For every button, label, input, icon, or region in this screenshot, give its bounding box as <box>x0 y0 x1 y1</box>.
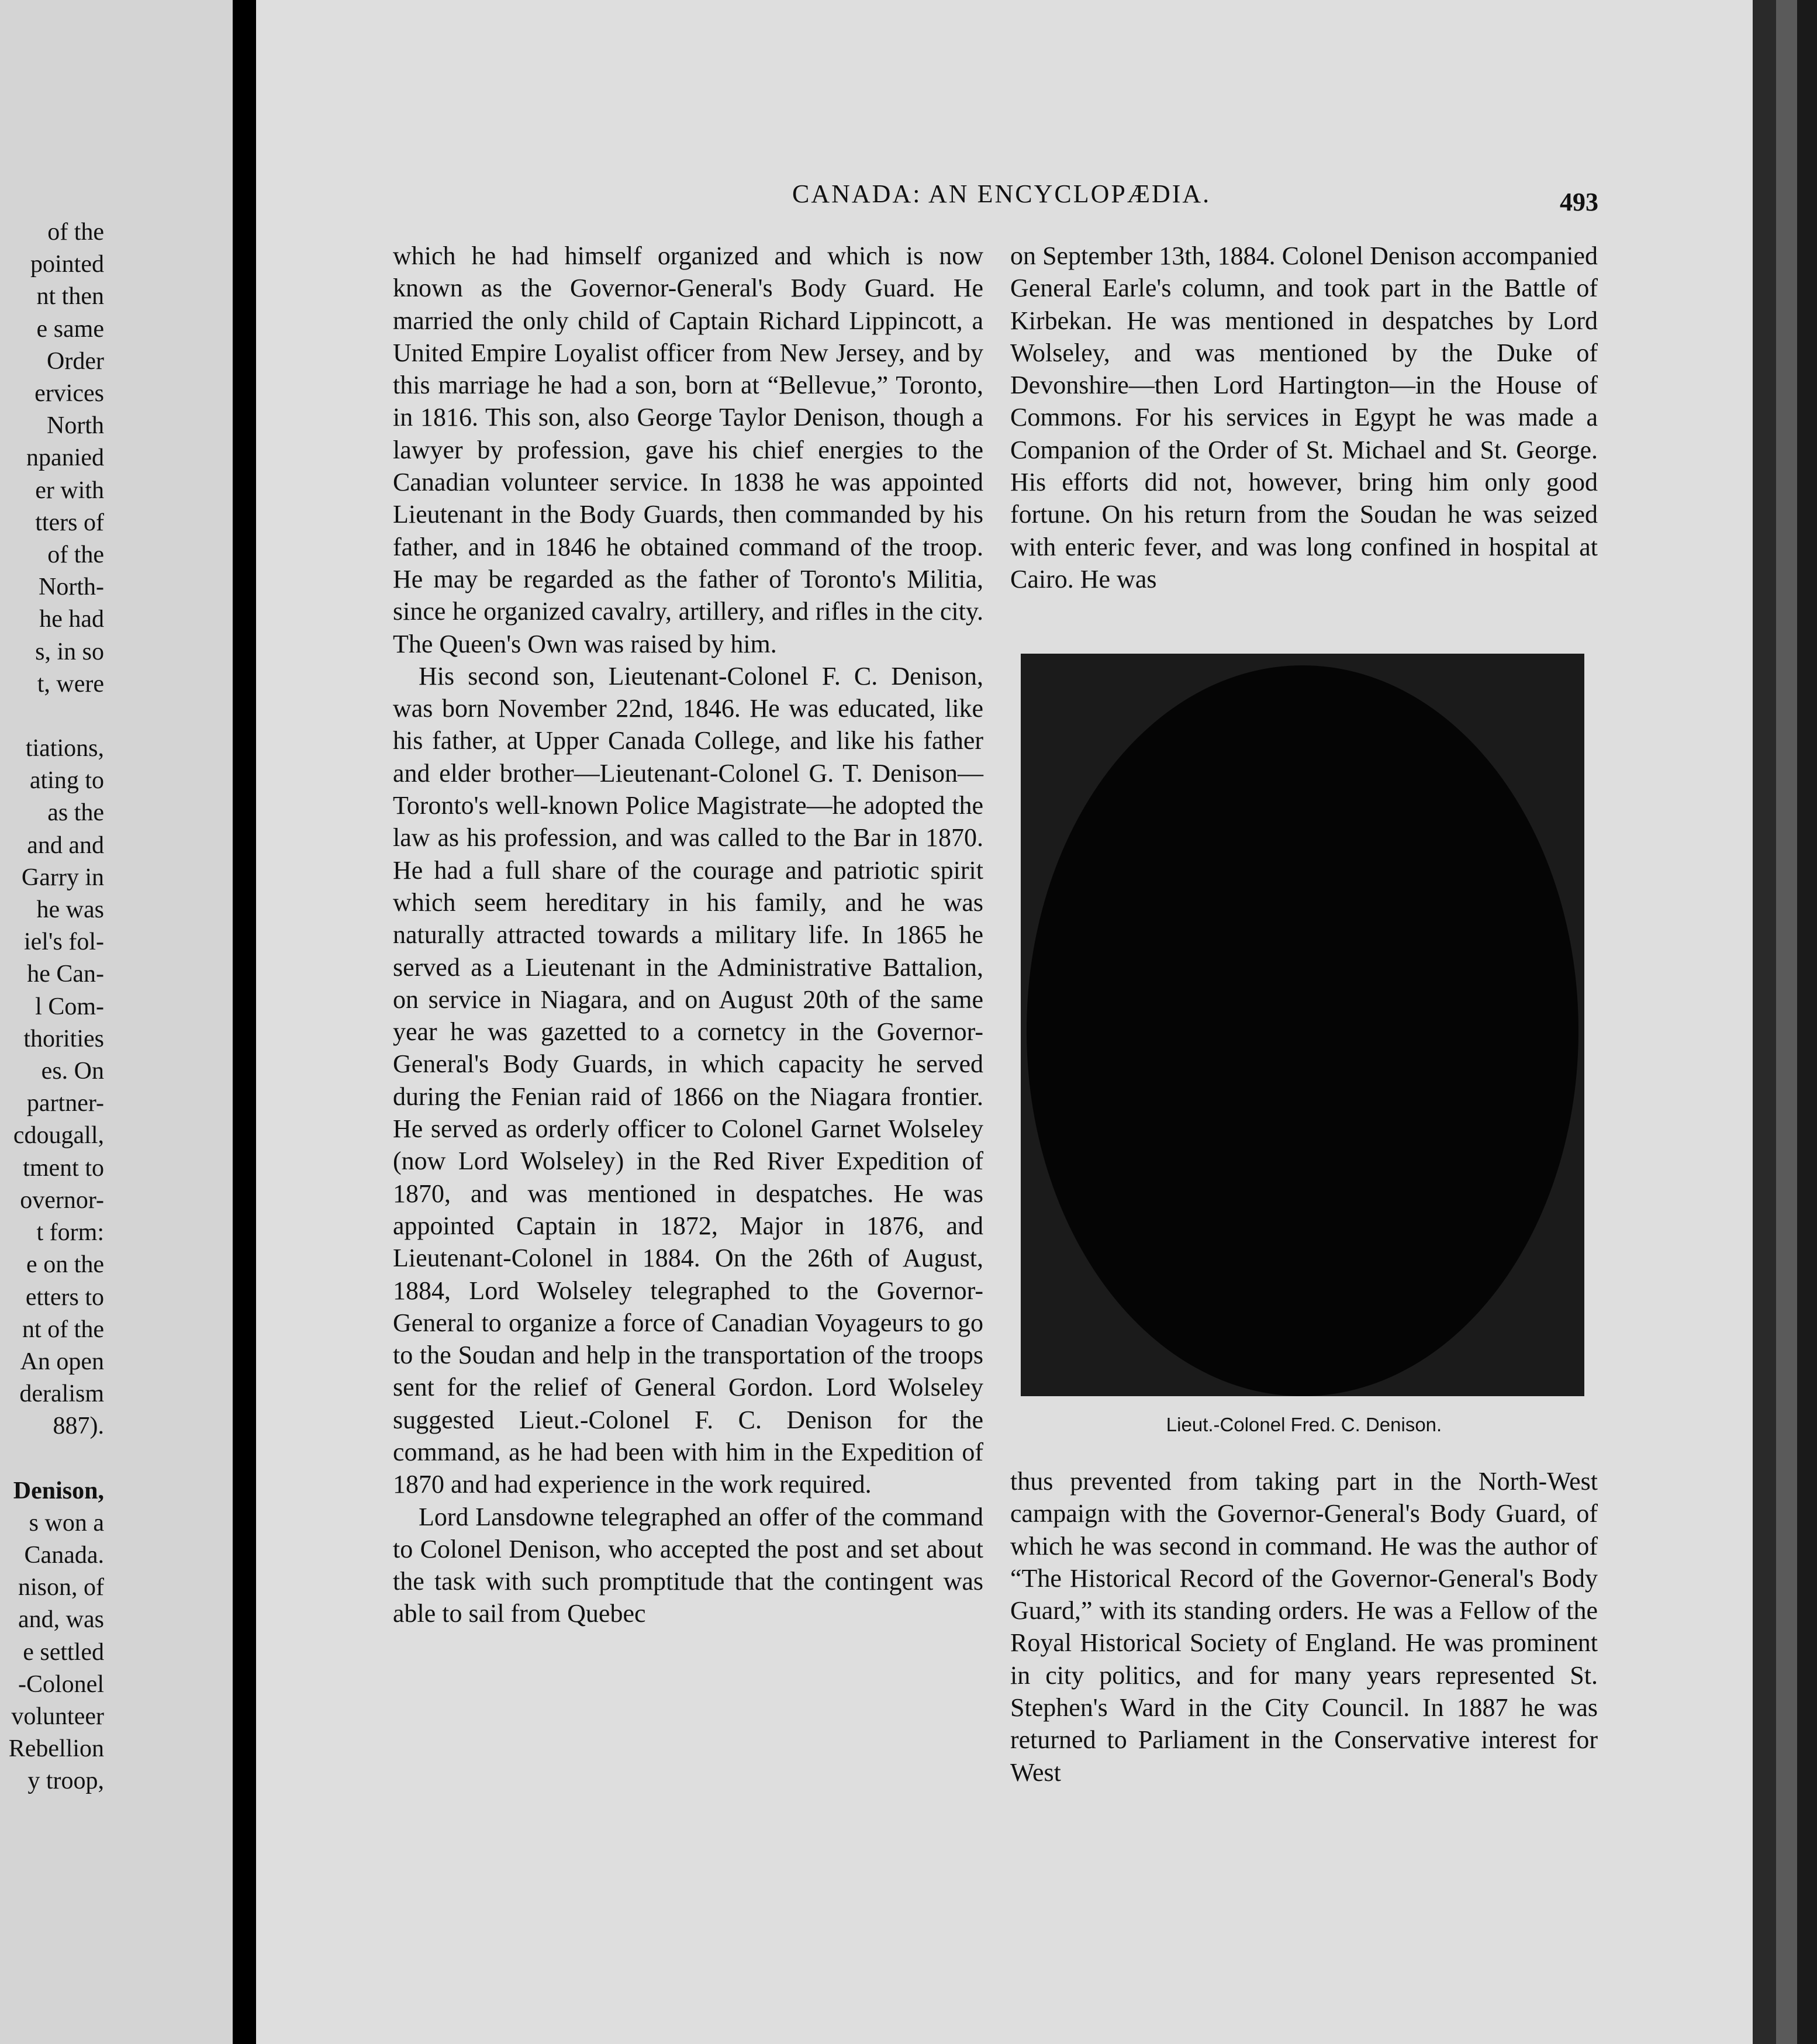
left-page-line: ervices <box>34 380 104 408</box>
left-page-line: es. On <box>41 1058 104 1085</box>
page-edge-highlight <box>1776 0 1797 2044</box>
left-page-line: An open <box>20 1348 104 1375</box>
left-page-line: npanied <box>26 444 104 472</box>
paragraph: on September 13th, 1884. Colonel Denison accompanied General Earle's column, and took part in the Battle of Kirbekan. He was mentioned in despatches by Lord Wolseley, and was mentioned by the Duke of Devonshire—then Lord Hartington—in the House of Commons. For his services in Egypt he was made a Companion of the Order of St. Michael and St. George. His efforts did not, however, bring him only good fortune. On his return from the Soudan he was seized with enteric fever, and was long confined in hospital at Cairo. He was <box>1010 241 1598 593</box>
book-gutter <box>233 0 256 2044</box>
left-page-line: Garry in <box>21 864 104 891</box>
paragraph: Lord Lansdowne telegraphed an offer of the command to Colonel Denison, who accepted the post and set about the task with such promptitude that the contingent was able to sail from Quebec <box>393 1502 983 1628</box>
left-page-line: partner- <box>26 1090 104 1117</box>
paragraph: which he had himself organized and which is now known as the Governor-General's Body Guard. He married the only child of Captain Richard Lippincott, a United Empire Loyalist officer from New Jersey, and by this marriage he had a son, born at “Bellevue,” Toronto, in 1816. This son, also George Taylor Denison, though a lawyer by profession, gave his chief energies to the Canadian volunteer service. In 1838 he was appointed Lieutenant in the Body Guards, then commanded by his father, and in 1846 he obtained command of the troop. He may be regarded as the father of Toronto's Militia, since he organized cavalry, artillery, and rifles in the city. The Queen's Own was raised by him. <box>393 241 983 658</box>
left-page-line: North <box>47 412 104 440</box>
left-page <box>0 0 233 2044</box>
left-page-line: nison, of <box>18 1574 104 1601</box>
left-page-line: y troop, <box>27 1767 104 1795</box>
page-number: 493 <box>1560 188 1598 216</box>
left-page-line: er with <box>35 477 104 504</box>
left-page-line: he Can- <box>27 961 104 988</box>
running-title: CANADA: AN ENCYCLOPÆDIA. <box>792 179 1211 208</box>
photo-caption: Lieut.-Colonel Fred. C. Denison. <box>1166 1414 1442 1435</box>
left-page-line: he had <box>39 606 104 633</box>
left-page-line: Canada. <box>24 1541 104 1569</box>
portrait-oval <box>1027 665 1578 1396</box>
left-page-line: s won a <box>29 1509 104 1537</box>
left-page-line: pointed <box>30 251 104 278</box>
left-page-line: tiations, <box>25 735 104 762</box>
left-page-line: cdougall, <box>13 1122 104 1149</box>
left-page-line: he was <box>36 896 104 924</box>
page-edge-shadow <box>1797 0 1817 2044</box>
left-page-line: overnor- <box>20 1186 104 1214</box>
text-column-2-bottom <box>1010 1465 1598 1788</box>
left-page-line: s, in so <box>35 638 104 665</box>
paragraph-gap <box>0 1443 104 1475</box>
left-page-line: iel's fol- <box>23 928 104 956</box>
left-page-line: tment to <box>23 1154 104 1182</box>
left-page-line: and and <box>27 831 104 859</box>
left-page-line: thorities <box>23 1025 104 1052</box>
left-page-line: l Com- <box>35 993 104 1020</box>
left-page-line: nt of the <box>22 1316 104 1343</box>
left-page-line: tters of <box>35 509 104 536</box>
left-page-line: volunteer <box>11 1703 104 1730</box>
left-page-line: nt then <box>36 283 104 310</box>
left-page-line: e settled <box>23 1638 104 1666</box>
text-column-1 <box>393 240 983 1630</box>
left-page-line: of the <box>47 219 104 246</box>
left-page-line: t, were <box>37 670 104 698</box>
left-page-line: 887). <box>53 1413 104 1440</box>
left-page-text <box>0 216 104 1798</box>
left-page-line: and, was <box>18 1606 104 1634</box>
left-page-line: deralism <box>19 1380 104 1408</box>
page-edge <box>1753 0 1776 2044</box>
portrait-photo <box>1021 654 1584 1396</box>
left-page-line: of the <box>47 541 104 569</box>
left-page-line: t form: <box>36 1219 104 1247</box>
left-page-line: Denison, <box>13 1477 104 1504</box>
left-page-line: Rebellion <box>8 1735 104 1763</box>
left-page-line: e on the <box>26 1251 104 1279</box>
paragraph: His second son, Lieutenant-Colonel F. C. Denison, was born November 22nd, 1846. He was educated, like his father, at Upper Canada College, and like his father and elder brother—Lieutenant-Colonel G. T. Denison—Toronto's well-known Police Magistrate—he adopted the law as his profession, and was called to the Bar in 1870. He had a full share of the courage and patriotic spirit which seem hereditary in his family, and he was naturally attracted towards a military life. In 1865 he served as a Lieutenant in the Administrative Battalion, on service in Niagara, and on August 20th of the same year he was gazetted to a cornetcy in the Governor-General's Body Guards, in which capacity he served during the Fenian raid of 1866 on the Niagara frontier. He served as orderly officer to Colonel Garnet Wolseley (now Lord Wolseley) in the Red River Expedition of 1870, and was mentioned in despatches. He was appointed Captain in 1872, Major in 1876, and Lieutenant-Colonel in 1884. On the 26th of August, 1884, Lord Wolseley telegraphed to the Governor-General to organize a force of Canadian Voyageurs to go to the Soudan and help in the transportation of the troops sent for the relief of General Gordon. Lord Wolseley suggested Lieut.-Colonel F. C. Denison for the command, as he had been with him in the Expedition of 1870 and had experience in the work required. <box>393 661 983 1499</box>
left-page-line: ating to <box>29 767 104 795</box>
left-page-line: e same <box>36 315 104 343</box>
paragraph: thus prevented from taking part in the North-West campaign with the Governor-General's Body Guard, of which he was second in command. He was the author of “The Historical Record of the Governor-General's Body Guard,” with its standing orders. He was a Fellow of the Royal Historical Society of England. He was prominent in city politics, and for many years represented St. Stephen's Ward in the City Council. In 1887 he was returned to Parliament in the Conservative interest for West <box>1010 1467 1598 1787</box>
left-page-line: Order <box>47 347 104 375</box>
left-page-line: etters to <box>25 1283 104 1311</box>
left-page-line: North- <box>39 574 104 601</box>
left-page-line: as the <box>47 799 104 827</box>
left-page-line: -Colonel <box>18 1670 104 1698</box>
paragraph-gap <box>0 700 104 733</box>
text-column-2-top <box>1010 240 1598 595</box>
